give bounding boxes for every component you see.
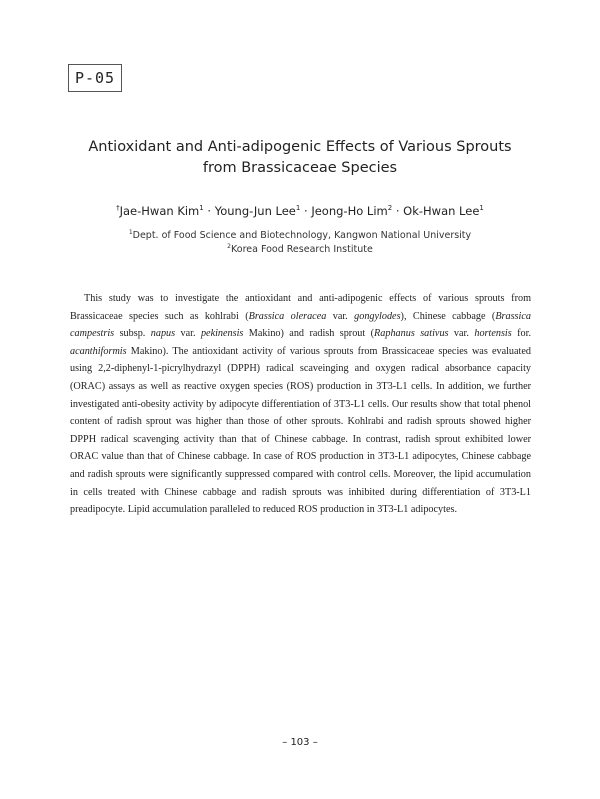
species-name: Brassica campestris bbox=[70, 310, 531, 340]
author-name: Jeong-Ho Lim bbox=[311, 204, 388, 218]
affil-mark: 1 bbox=[199, 204, 204, 213]
author-name: Jae-Hwan Kim bbox=[119, 204, 200, 218]
abstract-text: Makino) and radish sprout ( bbox=[243, 328, 375, 340]
affiliation-text: Dept. of Food Science and Biotechnology, Kangwon National University bbox=[132, 230, 472, 241]
affiliation-text: Korea Food Research Institute bbox=[231, 244, 373, 255]
species-name: acanthiformis bbox=[70, 345, 127, 357]
author-separator: · bbox=[207, 204, 212, 218]
poster-code-box bbox=[68, 64, 122, 92]
author-name: Ok-Hwan Lee bbox=[403, 204, 480, 218]
abstract-body bbox=[70, 290, 531, 519]
species-name: hortensis bbox=[474, 328, 512, 340]
species-name: pekinensis bbox=[200, 328, 244, 340]
author-3 bbox=[311, 204, 392, 218]
author-2 bbox=[215, 204, 301, 218]
affiliations bbox=[40, 229, 560, 257]
species-name: Raphanus sativus bbox=[374, 328, 449, 340]
affil-mark: 2 bbox=[227, 242, 231, 250]
affil-mark: 1 bbox=[295, 204, 301, 213]
author-list bbox=[40, 203, 560, 219]
affiliation-1 bbox=[40, 229, 560, 243]
affil-mark: 1 bbox=[479, 204, 484, 213]
title-line-1: Antioxidant and Anti-adipogenic Effects of Various Sprouts bbox=[88, 139, 512, 155]
paper-title bbox=[40, 137, 560, 179]
abstract-text: for. bbox=[511, 328, 532, 340]
author-4 bbox=[403, 204, 484, 218]
abstract-text: This study was to investigate the antioxidant and anti-adipogenic effects of various sprouts from Brassicaceae species such as kohlrabi ( bbox=[70, 293, 531, 322]
abstract-text: var. bbox=[326, 310, 355, 322]
abstract-text: Makino). The antioxidant activity of various sprouts from Brassicaceae species was evaluated using 2,2-diphenyl-1-picrylhydrazyl (DPPH) radical scaveinging and oxygen radical absorbance capacity (ORAC) assays as well as reactive oxygen species (ROS) production in 3T3-L1 cells. In addition, we further investigated anti-obesity activity by adipocyte differentiation of 3T3-L1 cells. Our results show that total phenol content of radish sprout was higher than those of other sprouts. Kohlrabi and radish sprouts showed higher DPPH radical scavenging activity than that of Chinese cabbage. In contrast, radish sprout exhibited lower ORAC value than that of Chinese cabbage. In case of ROS production in 3T3-L1 adipocytes, Chinese cabbage and radish sprouts were significantly suppressed compared with control cells. Moreover, the lipid accumulation in cells treated with Chinese cabbage and radish sprouts was inhibited during differentiation of 3T3-L1 preadipocyte. Lipid accumulation paralleled to reduced ROS production in 3T3-L1 adipocytes. bbox=[70, 345, 531, 516]
poster-code: P-05 bbox=[74, 69, 116, 87]
author-separator: · bbox=[395, 204, 400, 218]
author-1 bbox=[116, 204, 204, 218]
species-name: napus bbox=[150, 328, 176, 340]
page-number: – 103 – bbox=[282, 737, 318, 748]
abstract-text: var. bbox=[175, 328, 201, 340]
corresponding-mark: † bbox=[116, 204, 120, 213]
author-separator: · bbox=[304, 204, 308, 218]
species-name: gongylodes bbox=[354, 310, 401, 322]
affil-mark: 2 bbox=[387, 204, 393, 213]
author-name: Young-Jun Lee bbox=[214, 204, 296, 218]
species-name: Brassica oleracea bbox=[248, 310, 327, 322]
abstract-text: ), Chinese cabbage ( bbox=[400, 310, 496, 322]
affil-mark: 1 bbox=[128, 228, 133, 236]
title-line-2: from Brassicaceae Species bbox=[202, 160, 398, 176]
affiliation-2 bbox=[40, 243, 560, 257]
abstract-text: subsp. bbox=[114, 328, 151, 340]
abstract-text: var. bbox=[448, 328, 475, 340]
